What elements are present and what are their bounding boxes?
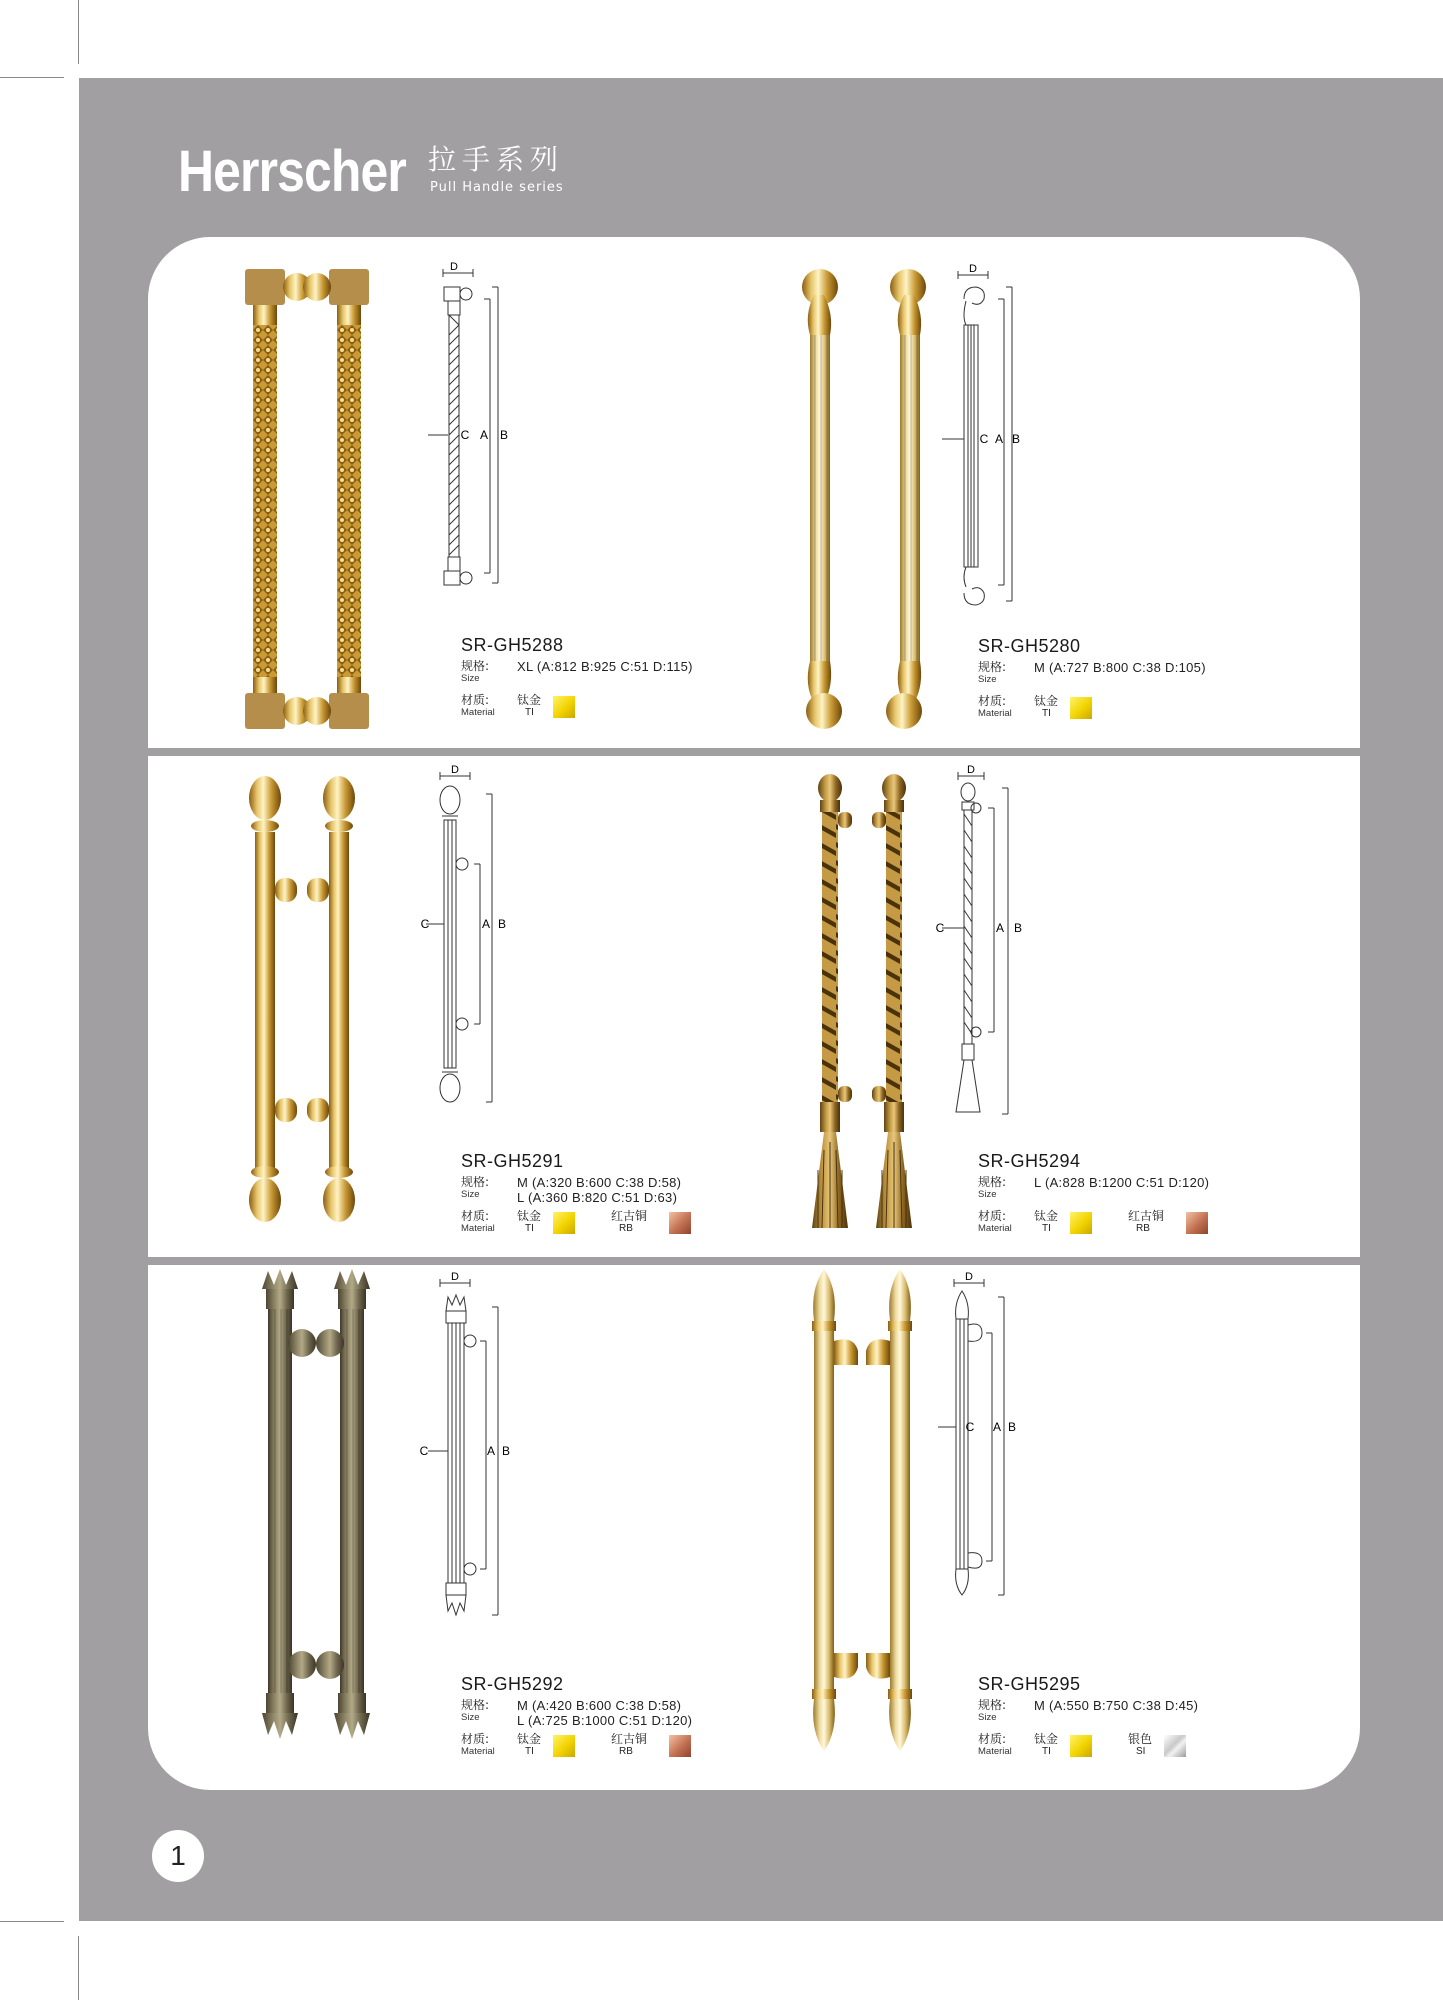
material-name: 钛金 [1034, 1209, 1059, 1223]
size-label-en: Size [461, 1712, 480, 1723]
product-info [461, 635, 761, 723]
size-spec: L (A:360 B:820 C:51 D:63) [517, 1190, 678, 1205]
material-name: 钛金 [1034, 694, 1059, 708]
material-code: TI [525, 707, 534, 718]
dimension-label: B [1013, 921, 1023, 935]
material-label-en: Material [461, 707, 495, 718]
material-option [611, 1732, 721, 1762]
material-code: SI [1136, 1746, 1146, 1757]
material-code: TI [1042, 708, 1051, 719]
product-card [754, 237, 1360, 748]
product-panel [148, 237, 1360, 1790]
dimension-label: A [486, 1444, 496, 1458]
model-number: SR-GH5280 [978, 636, 1081, 656]
material-label-cn: 材质: [978, 1209, 1007, 1223]
gold-swatch [553, 1212, 575, 1234]
material-name: 红古铜 [611, 1209, 648, 1223]
red-bronze-swatch [1186, 1212, 1208, 1234]
gold-swatch [553, 696, 575, 718]
material-option [517, 693, 627, 723]
material-label-en: Material [978, 1223, 1012, 1234]
product-info [461, 1151, 761, 1239]
product-photo [796, 1265, 946, 1765]
material-row [461, 1732, 761, 1762]
material-name: 红古铜 [611, 1732, 648, 1746]
brand-name: Herrscher [178, 139, 406, 204]
dimension-label: D [451, 1271, 459, 1283]
size-row [461, 1175, 761, 1205]
material-label-en: Material [461, 1223, 495, 1234]
size-spec: L (A:828 B:1200 C:51 D:120) [1034, 1175, 1210, 1190]
product-card [148, 756, 754, 1257]
material-row [461, 693, 761, 723]
model-number: SR-GH5294 [978, 1151, 1081, 1171]
material-option [611, 1209, 721, 1239]
dimension-label: B [1007, 1420, 1017, 1434]
size-label-cn: 规格: [461, 659, 490, 673]
dimension-label: D [965, 1271, 973, 1283]
dimension-label: C [979, 432, 989, 446]
material-label-cn: 材质: [461, 1209, 490, 1223]
size-spec: L (A:725 B:1000 C:51 D:120) [517, 1713, 693, 1728]
material-label-en: Material [978, 708, 1012, 719]
product-photo [794, 265, 944, 735]
model-number: SR-GH5291 [461, 1151, 564, 1171]
size-row [461, 659, 761, 689]
gold-swatch [1070, 1212, 1092, 1234]
red-bronze-swatch [669, 1212, 691, 1234]
size-spec: M (A:550 B:750 C:38 D:45) [1034, 1698, 1199, 1713]
material-code: TI [1042, 1223, 1051, 1234]
series-title-en: Pull Handle series [430, 180, 564, 195]
material-code: RB [619, 1746, 633, 1757]
page-number: 1 [152, 1830, 204, 1882]
material-code: TI [525, 1223, 534, 1234]
size-label-en: Size [461, 1189, 480, 1200]
size-row [978, 1698, 1278, 1728]
material-option [1034, 694, 1144, 724]
material-code: RB [619, 1223, 633, 1234]
dimension-label: D [451, 764, 459, 776]
dimension-label: C [460, 428, 470, 442]
dimension-label: A [995, 921, 1005, 935]
material-name: 红古铜 [1128, 1209, 1165, 1223]
material-row [978, 1732, 1278, 1762]
dimension-label: C [935, 921, 945, 935]
size-row [978, 660, 1278, 690]
crop-mark [0, 1921, 64, 1922]
dimension-label: A [992, 1420, 1002, 1434]
material-row [978, 1209, 1278, 1239]
crop-mark [78, 1936, 79, 2000]
dimension-label: B [501, 1444, 511, 1458]
size-row [978, 1175, 1278, 1205]
size-label-cn: 规格: [978, 1175, 1007, 1189]
product-info [978, 1674, 1278, 1762]
dimension-label: B [497, 917, 507, 931]
section-divider [148, 1257, 1360, 1265]
size-label-cn: 规格: [978, 660, 1007, 674]
material-option [1128, 1732, 1238, 1762]
product-card [148, 237, 754, 748]
model-number: SR-GH5295 [978, 1674, 1081, 1694]
dimension-drawing [418, 261, 528, 621]
dimension-label: A [481, 917, 491, 931]
material-label-en: Material [461, 1746, 495, 1757]
dimension-drawing [418, 1271, 528, 1651]
dimension-label: A [994, 432, 1004, 446]
dimension-label: A [479, 428, 489, 442]
dimension-label: D [450, 261, 458, 273]
material-name: 钛金 [517, 693, 542, 707]
gold-swatch [1070, 697, 1092, 719]
dimension-label: C [419, 1444, 429, 1458]
material-label-cn: 材质: [978, 694, 1007, 708]
product-info [978, 636, 1278, 724]
silver-swatch [1164, 1735, 1186, 1757]
product-card [754, 1265, 1360, 1790]
dimension-label: D [969, 263, 977, 275]
series-title-cn: 拉手系列 [428, 143, 565, 176]
dimension-label: B [499, 428, 509, 442]
product-photo [233, 768, 403, 1238]
dimension-label: D [967, 764, 975, 776]
dimension-drawing [932, 764, 1042, 1124]
product-info [978, 1151, 1278, 1239]
product-info [461, 1674, 761, 1762]
size-spec: XL (A:812 B:925 C:51 D:115) [517, 659, 693, 674]
dimension-drawing [936, 261, 1046, 621]
material-label-cn: 材质: [461, 1732, 490, 1746]
dimension-label: B [1011, 432, 1021, 446]
dimension-label: C [420, 917, 430, 931]
material-code: TI [1042, 1746, 1051, 1757]
material-code: RB [1136, 1223, 1150, 1234]
size-label-en: Size [461, 673, 480, 684]
material-code: TI [525, 1746, 534, 1757]
gold-swatch [553, 1735, 575, 1757]
material-name: 钛金 [517, 1732, 542, 1746]
size-spec: M (A:420 B:600 C:38 D:58) [517, 1698, 682, 1713]
size-label-cn: 规格: [461, 1175, 490, 1189]
material-option [1128, 1209, 1238, 1239]
material-name: 钛金 [517, 1209, 542, 1223]
size-label-cn: 规格: [461, 1698, 490, 1712]
size-label-en: Size [978, 1712, 997, 1723]
material-name: 钛金 [1034, 1732, 1059, 1746]
material-label-cn: 材质: [461, 693, 490, 707]
dimension-drawing [418, 764, 528, 1124]
size-label-cn: 规格: [978, 1698, 1007, 1712]
product-photo [233, 265, 403, 735]
material-row [978, 694, 1278, 724]
model-number: SR-GH5288 [461, 635, 564, 655]
size-spec: M (A:320 B:600 C:38 D:58) [517, 1175, 682, 1190]
red-bronze-swatch [669, 1735, 691, 1757]
material-label-cn: 材质: [978, 1732, 1007, 1746]
size-label-en: Size [978, 1189, 997, 1200]
dimension-label: C [965, 1420, 975, 1434]
product-card [148, 1265, 754, 1790]
size-row [461, 1698, 761, 1728]
gold-swatch [1070, 1735, 1092, 1757]
dimension-drawing [932, 1271, 1042, 1651]
material-name: 银色 [1128, 1732, 1153, 1746]
material-row [461, 1209, 761, 1239]
crop-mark [78, 0, 79, 64]
material-label-en: Material [978, 1746, 1012, 1757]
model-number: SR-GH5292 [461, 1674, 564, 1694]
section-divider [148, 748, 1360, 756]
crop-mark [0, 77, 64, 78]
product-card [754, 756, 1360, 1257]
size-label-en: Size [978, 674, 997, 685]
size-spec: M (A:727 B:800 C:38 D:105) [1034, 660, 1206, 675]
product-photo [248, 1265, 418, 1755]
